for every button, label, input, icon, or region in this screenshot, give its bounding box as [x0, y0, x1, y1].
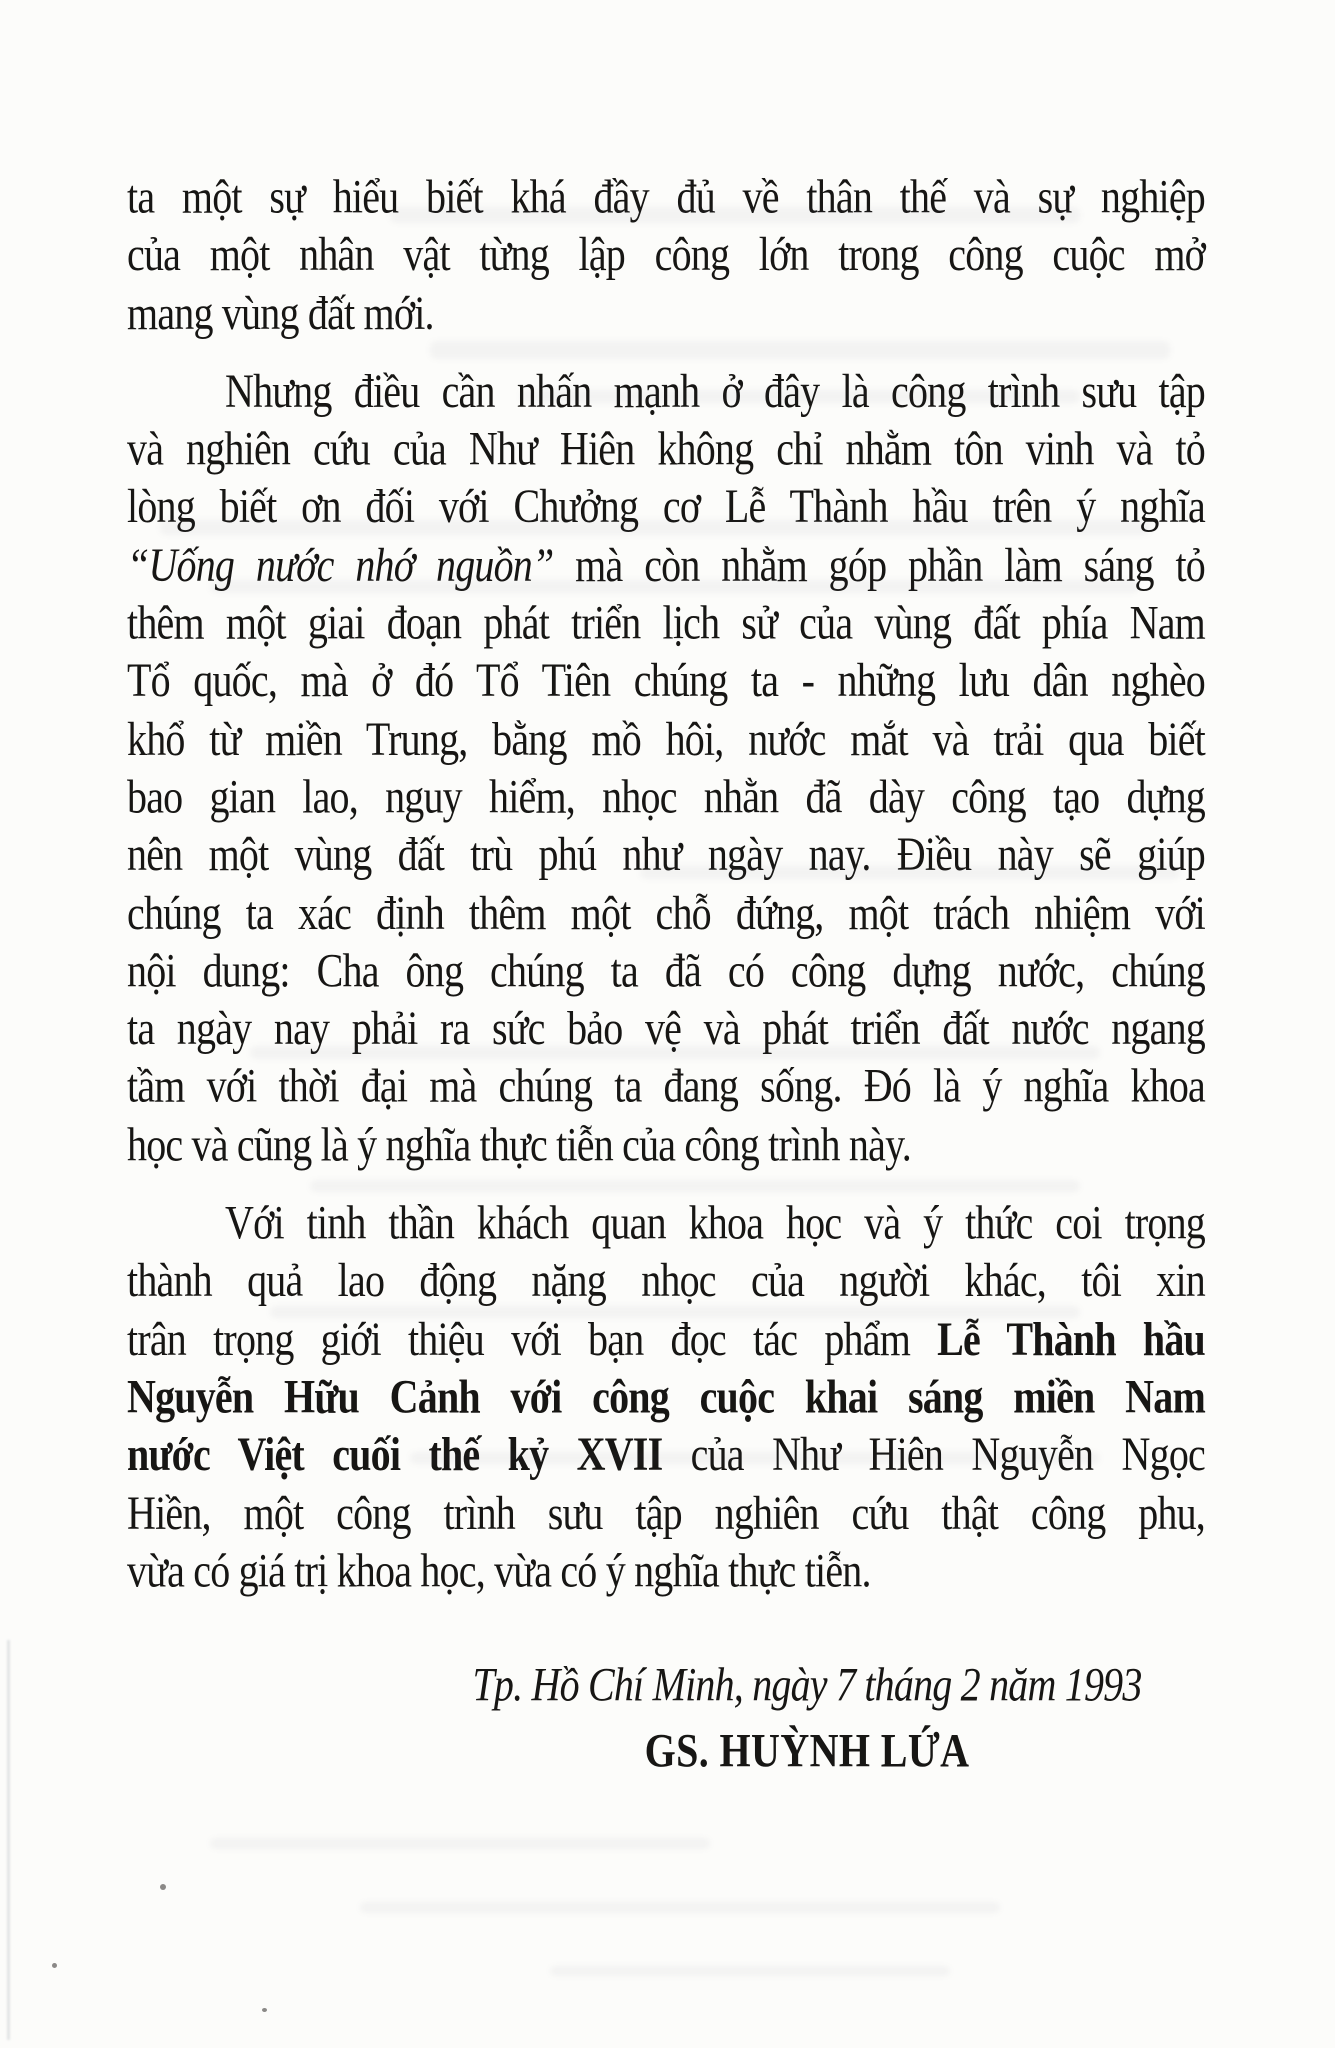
text-segment: ta một sự hiểu biết khá đầy đủ về thân thế và sự nghiệp	[127, 169, 1205, 224]
text-segment: nên một vùng đất trù phú như ngày nay. Điều này sẽ giúp	[127, 827, 1205, 882]
text-segment: ta ngày nay phải ra sức bảo vệ và phát triển đất nước ngang	[127, 1000, 1205, 1055]
text-segment: mà còn nhằm góp phần làm sáng tỏ	[553, 537, 1205, 592]
text-segment: và nghiên cứu của Như Hiên không chỉ nhằm tôn vinh và tỏ	[127, 421, 1205, 476]
text-line	[127, 536, 1205, 594]
text-segment: thành quả lao động nặng nhọc của người khác, tôi xin	[127, 1253, 1205, 1308]
signature-dateline: Tp. Hồ Chí Minh, ngày 7 tháng 2 năm 1993	[472, 1657, 1142, 1712]
scan-speck	[52, 1963, 57, 1968]
text-line	[127, 420, 1205, 478]
bleedthrough-artifact	[210, 1838, 710, 1849]
signature-block	[268, 1656, 1335, 1780]
text-line	[127, 1194, 1205, 1252]
text-line	[127, 478, 1205, 536]
text-line	[127, 226, 1205, 284]
text-line	[127, 362, 1205, 420]
scan-speck	[160, 1884, 166, 1890]
text-segment: Với tinh thần khách quan khoa học và ý thức coi trọng	[225, 1195, 1205, 1250]
text-line	[127, 826, 1205, 884]
text-line	[127, 710, 1205, 768]
text-segment: bao gian lao, nguy hiểm, nhọc nhằn đã dày công tạo dựng	[127, 769, 1205, 824]
text-segment: Nhưng điều cần nhấn mạnh ở đây là công trình sưu tập	[225, 363, 1205, 418]
text-segment: khổ từ miền Trung, bằng mồ hôi, nước mắt và trải qua biết	[127, 711, 1205, 766]
text-line	[127, 884, 1205, 942]
text-segment: tầm với thời đại mà chúng ta đang sống. Đó là ý nghĩa khoa	[127, 1058, 1205, 1113]
text-segment: mang vùng đất mới.	[127, 285, 434, 340]
text-line	[127, 284, 1205, 342]
text-segment: của Như Hiên Nguyễn Ngọc	[662, 1427, 1205, 1482]
text-line	[127, 1426, 1205, 1484]
signature-name: GS. HUỲNH LỨA	[644, 1723, 970, 1778]
text-line	[127, 1542, 1205, 1600]
text-segment: vừa có giá trị khoa học, vừa có ý nghĩa thực tiễn.	[127, 1542, 871, 1597]
text-line	[127, 1368, 1205, 1426]
text-line	[127, 1116, 1205, 1174]
paragraph	[127, 1194, 1205, 1600]
bleedthrough-artifact	[550, 1966, 950, 1976]
text-segment: Lễ Thành hầu	[937, 1311, 1206, 1366]
bleedthrough-artifact	[360, 1902, 1000, 1913]
text-segment: lòng biết ơn đối với Chưởng cơ Lễ Thành hầu trên ý nghĩa	[127, 479, 1205, 534]
paragraph	[127, 168, 1205, 342]
text-line	[127, 168, 1205, 226]
text-line	[127, 1252, 1205, 1310]
text-line	[127, 652, 1205, 710]
text-line	[127, 1058, 1205, 1116]
text-line	[127, 768, 1205, 826]
paragraph	[127, 362, 1205, 1173]
text-segment: học và cũng là ý nghĩa thực tiễn của công trình này.	[127, 1116, 911, 1171]
text-line	[127, 1310, 1205, 1368]
text-segment: thêm một giai đoạn phát triển lịch sử của vùng đất phía Nam	[127, 595, 1205, 650]
text-segment: nước Việt cuối thế kỷ XVII	[127, 1427, 663, 1482]
text-segment: trân trọng giới thiệu với bạn đọc tác phẩm	[127, 1311, 938, 1366]
text-segment: Tổ quốc, mà ở đó Tổ Tiên chúng ta - những lưu dân nghèo	[127, 653, 1205, 708]
text-segment: chúng ta xác định thêm một chỗ đứng, một trách nhiệm với	[127, 885, 1205, 940]
text-segment: Hiền, một công trình sưu tập nghiên cứu thật công phu,	[127, 1485, 1205, 1540]
scan-speck	[262, 2008, 267, 2012]
text-segment: Nguyễn Hữu Cảnh với công cuộc khai sáng miền Nam	[127, 1369, 1205, 1424]
text-line	[127, 594, 1205, 652]
text-segment: của một nhân vật từng lập công lớn trong công cuộc mở	[127, 227, 1205, 282]
text-line	[127, 942, 1205, 1000]
text-line	[127, 1000, 1205, 1058]
text-segment: “Uống nước nhớ nguồn”	[127, 537, 554, 592]
text-segment: nội dung: Cha ông chúng ta đã có công dựng nước, chúng	[127, 943, 1205, 998]
text-line	[127, 1484, 1205, 1542]
